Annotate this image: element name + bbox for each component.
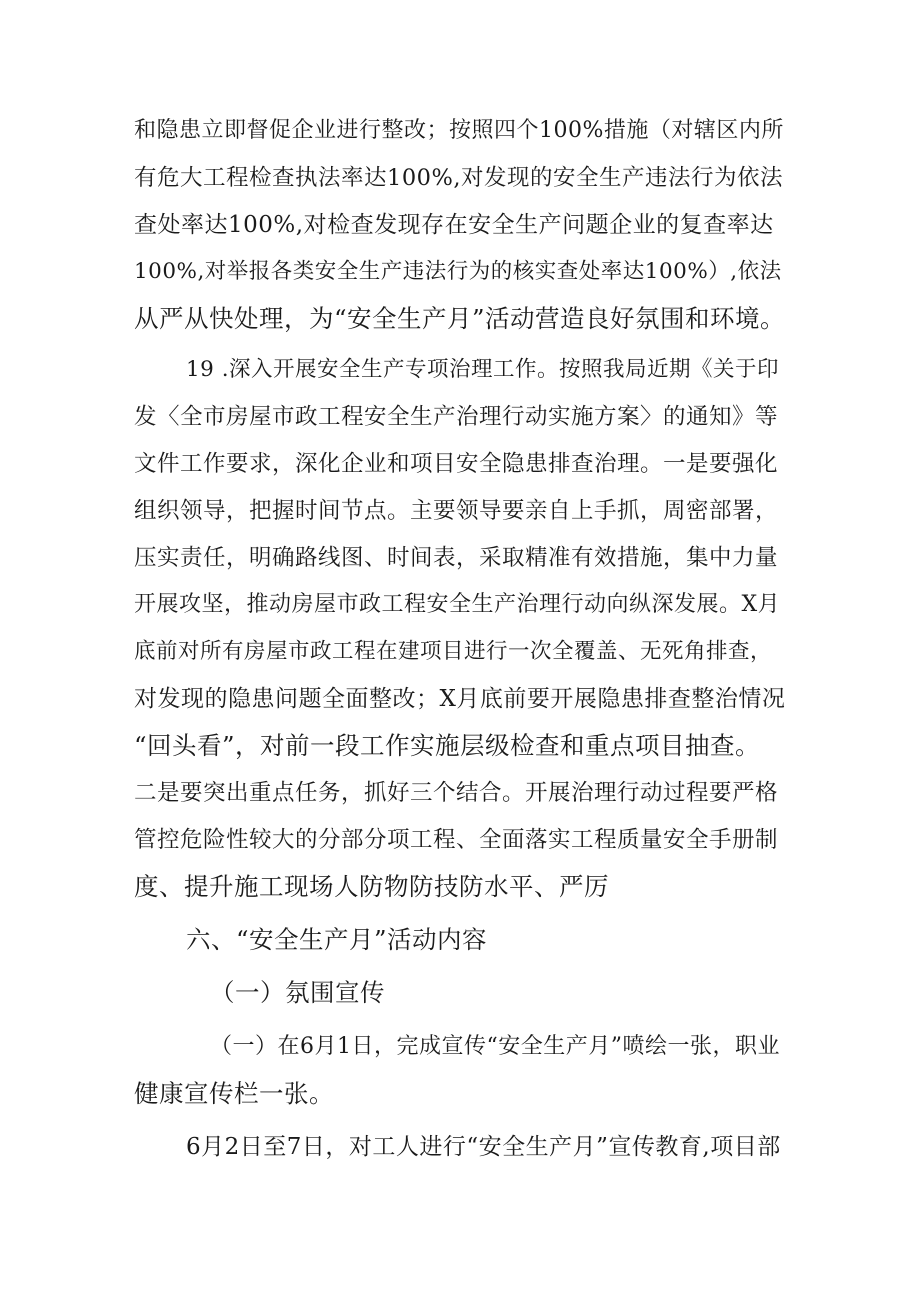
text-line: （一）在6月1日，完成宣传“安全生产月”喷绘一张，职业: [210, 1034, 780, 1059]
text-line: 查处率达100%,对检查发现存在安全生产问题企业的复查率达: [134, 212, 774, 238]
section-heading: 六、“安全生产月”活动内容: [186, 925, 488, 954]
text-line: 底前对所有房屋市政工程在建项目进行一次全覆盖、无死角排查，: [134, 639, 773, 664]
text-line: 管控危险性较大的分部分项工程、全面落实工程质量安全手册制: [134, 827, 779, 853]
text-line: 二是要突出重点任务，抓好三个结合。开展治理行动过程要严格: [134, 780, 779, 806]
text-line: 对发现的隐患问题全面整改；X月底前要开展隐患排查整治情况: [134, 686, 786, 712]
text-line: “回头看”，对前一段工作实施层级检查和重点项目抽查。: [134, 731, 761, 760]
text-line: 发〈全市房屋市政工程安全生产治理行动实施方案〉的通知》等: [134, 404, 779, 430]
text-line: 文件工作要求，深化企业和项目安全隐患排查治理。一是要强化: [134, 451, 779, 477]
text-line: 压实责任，明确路线图、时间表，采取精准有效措施，集中力量: [134, 545, 779, 571]
text-line: 有危大工程检查执法率达100%,对发现的安全生产违法行为依法: [134, 165, 783, 191]
subsection-heading: （一）氛围宣传: [210, 978, 385, 1007]
text-line: 100%,对举报各类安全生产违法行为的核实查处率达100%）,依法: [134, 259, 782, 284]
text-line: 6月2日至7日，对工人进行“安全生产月”宣传教育,项目部: [186, 1134, 781, 1160]
text-line: 19 .深入开展安全生产专项治理工作。按照我局近期《关于印: [186, 357, 780, 382]
text-line: 度、提升施工现场人防物防技防水平、严厉: [134, 872, 609, 901]
text-line: 组织领导，把握时间节点。主要领导要亲自上手抓，周密部署，: [134, 498, 779, 524]
text-line: 和隐患立即督促企业进行整改；按照四个100%措施（对辖区内所: [134, 118, 784, 143]
text-line: 开展攻坚，推动房屋市政工程安全生产治理行动向纵深发展。X月: [134, 592, 781, 617]
text-line: 从严从快处理，为“安全生产月”活动营造良好氛围和环境。: [134, 304, 786, 333]
text-line: 健康宣传栏一张。: [134, 1079, 334, 1108]
